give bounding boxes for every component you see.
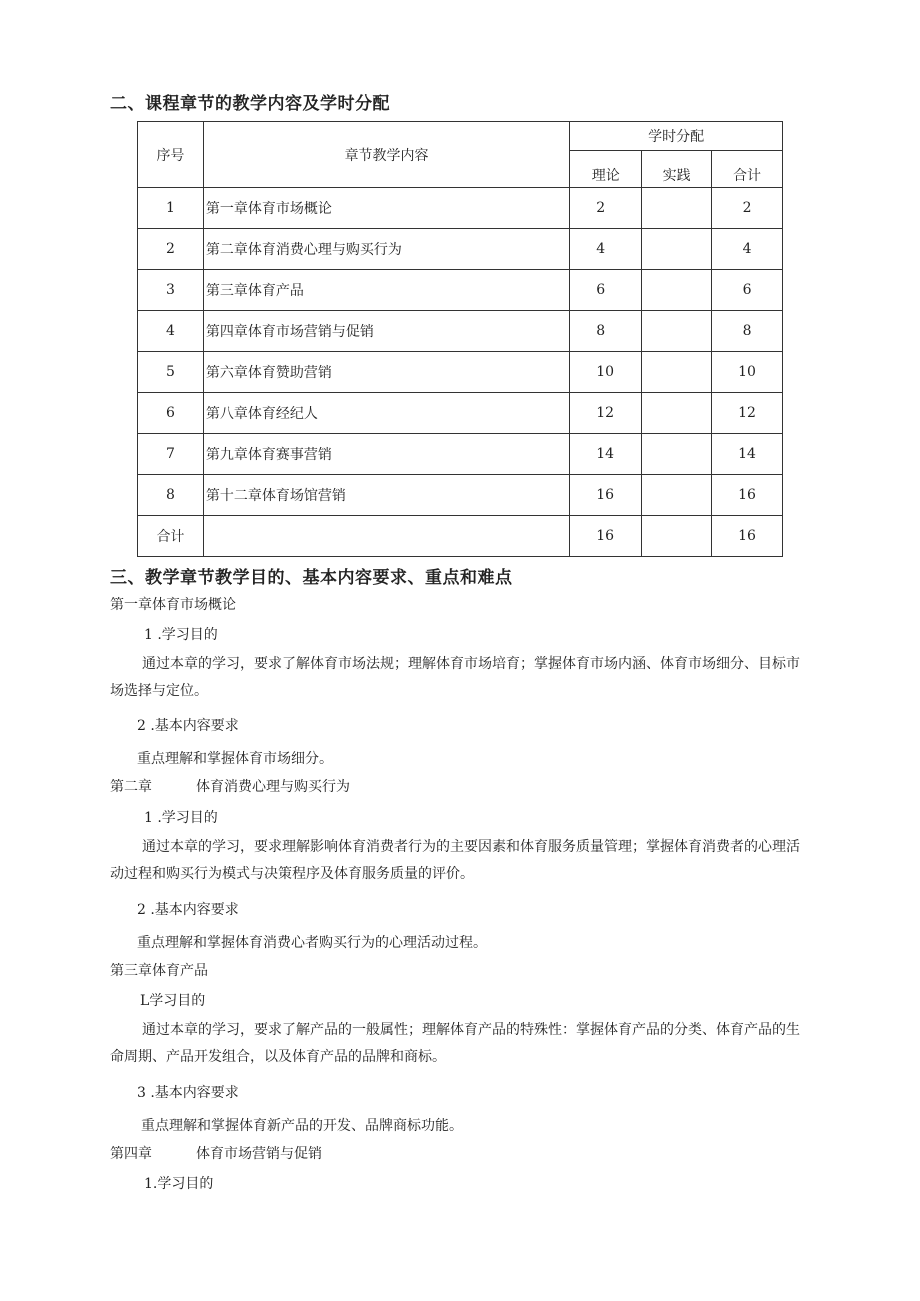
row-total: 14 — [712, 434, 783, 475]
table-row — [138, 270, 783, 311]
row-content: 第一章体育市场概论 — [203, 188, 569, 229]
row-total: 10 — [712, 352, 783, 393]
total-total: 16 — [712, 516, 783, 557]
row-seq: 6 — [138, 393, 204, 434]
chapter-2-req-text: 重点理解和掌握体育消费心者购买行为的心理活动过程。 — [137, 935, 487, 951]
total-label: 合计 — [138, 516, 204, 557]
chapter-1-goal-heading: 1 .学习目的 — [144, 627, 218, 643]
total-content — [203, 516, 569, 557]
row-seq: 4 — [138, 311, 204, 352]
row-practice — [642, 229, 712, 270]
chapter-1-req-heading: 2 .基本内容要求 — [137, 718, 239, 734]
row-total: 6 — [712, 270, 783, 311]
table-total-row — [138, 516, 783, 557]
total-practice — [642, 516, 712, 557]
row-content: 第八章体育经纪人 — [203, 393, 569, 434]
chapter-2-goal-text: 通过本章的学习，要求理解影响体育消费者行为的主要因素和体育服务质量管理；掌握体育消费者的心理活动过程和购买行为模式与决策程序及体育服务质量的评价。 — [110, 839, 800, 882]
table-row — [138, 229, 783, 270]
section-2-title: 二、课程章节的教学内容及学时分配 — [110, 94, 390, 114]
chapter-3-goal-heading: L学习目的 — [140, 993, 206, 1009]
total-theory: 16 — [570, 516, 642, 557]
row-seq: 7 — [138, 434, 204, 475]
chapter-1-goal-text: 通过本章的学习，要求了解体育市场法规；理解体育市场培育；掌握体育市场内涵、体育市场细分、目标市场选择与定位。 — [110, 656, 800, 699]
table-row — [138, 311, 783, 352]
section-3-title: 三、教学章节教学目的、基本内容要求、重点和难点 — [110, 568, 513, 588]
chapter-3-title: 第三章体育产品 — [110, 963, 208, 979]
chapter-2-name: 体育消费心理与购买行为 — [196, 779, 350, 795]
chapter-4-name: 体育市场营销与促销 — [196, 1146, 322, 1162]
table-row — [138, 188, 783, 229]
row-content: 第六章体育赞助营销 — [203, 352, 569, 393]
chapter-2-req-heading: 2 .基本内容要求 — [137, 902, 239, 918]
row-practice — [642, 188, 712, 229]
chapter-4-title — [110, 1143, 322, 1163]
row-practice — [642, 393, 712, 434]
table-row — [138, 434, 783, 475]
chapter-4-label: 第四章 — [110, 1146, 152, 1162]
row-seq: 1 — [138, 188, 204, 229]
chapter-1-req-text: 重点理解和掌握体育市场细分。 — [137, 751, 333, 767]
header-seq: 序号 — [138, 122, 204, 188]
row-total: 2 — [712, 188, 783, 229]
row-seq: 5 — [138, 352, 204, 393]
header-hours: 学时分配 — [570, 122, 783, 151]
row-theory: 4 — [570, 229, 642, 270]
row-practice — [642, 311, 712, 352]
chapter-2-goal-heading: 1 .学习目的 — [144, 810, 218, 826]
row-content: 第九章体育赛事营销 — [203, 434, 569, 475]
row-total: 8 — [712, 311, 783, 352]
row-content: 第二章体育消费心理与购买行为 — [203, 229, 569, 270]
row-seq: 3 — [138, 270, 204, 311]
row-total: 12 — [712, 393, 783, 434]
chapter-2-title — [110, 776, 350, 796]
header-practice: 实践 — [642, 151, 712, 188]
row-theory: 10 — [570, 352, 642, 393]
row-practice — [642, 270, 712, 311]
row-theory: 2 — [570, 188, 642, 229]
table-row — [138, 352, 783, 393]
row-theory: 12 — [570, 393, 642, 434]
row-seq: 2 — [138, 229, 204, 270]
row-seq: 8 — [138, 475, 204, 516]
row-theory: 8 — [570, 311, 642, 352]
row-theory: 14 — [570, 434, 642, 475]
row-theory: 16 — [570, 475, 642, 516]
chapter-4-goal-heading: 1.学习目的 — [144, 1176, 214, 1192]
chapter-2-label: 第二章 — [110, 779, 152, 795]
header-theory: 理论 — [570, 151, 642, 188]
table-row — [138, 475, 783, 516]
chapter-3-req-heading: 3 .基本内容要求 — [137, 1085, 239, 1101]
chapter-3-req-text: 重点理解和掌握体育新产品的开发、品牌商标功能。 — [141, 1118, 463, 1134]
row-total: 4 — [712, 229, 783, 270]
header-total: 合计 — [712, 151, 783, 188]
header-content: 章节教学内容 — [203, 122, 569, 188]
row-practice — [642, 434, 712, 475]
hours-allocation-table — [137, 121, 783, 557]
row-content: 第三章体育产品 — [203, 270, 569, 311]
chapter-1-title: 第一章体育市场概论 — [110, 597, 236, 613]
chapter-3-goal-text: 通过本章的学习，要求了解产品的一般属性；理解体育产品的特殊性：掌握体育产品的分类、体育产品的生命周期、产品开发组合，以及体育产品的品牌和商标。 — [110, 1022, 800, 1065]
row-practice — [642, 475, 712, 516]
row-total: 16 — [712, 475, 783, 516]
row-content: 第十二章体育场馆营销 — [203, 475, 569, 516]
row-practice — [642, 352, 712, 393]
row-theory: 6 — [570, 270, 642, 311]
table-row — [138, 393, 783, 434]
row-content: 第四章体育市场营销与促销 — [203, 311, 569, 352]
